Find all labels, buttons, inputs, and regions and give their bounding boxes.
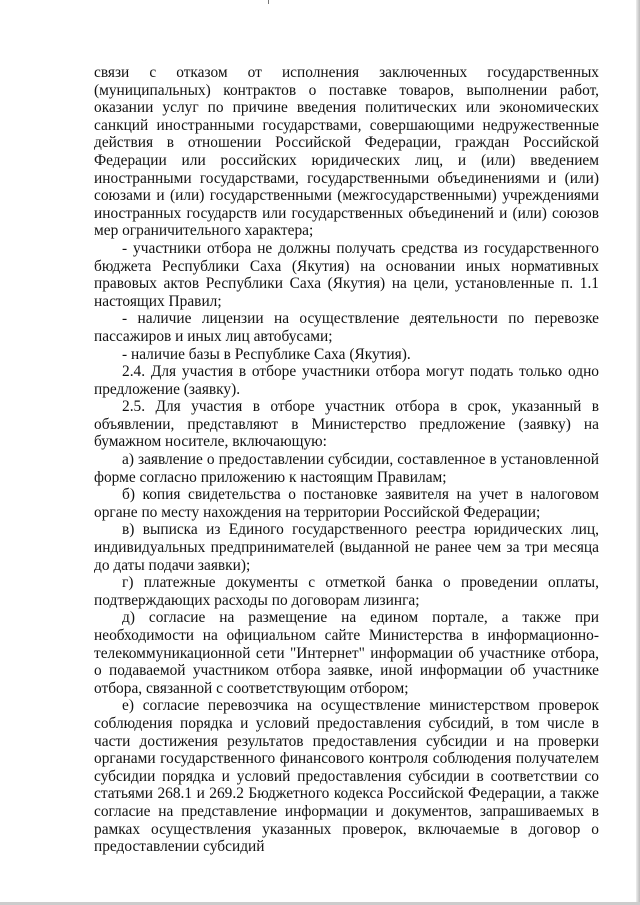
- list-item-e: е) согласие перевозчика на осуществление министерством проверок соблюдения порядка и условий предоставления субсидий, в том числе в части достижения результатов предоставления субсидии и на проверки органами государственного финансового контроля соблюдения получателем субсидии порядка и условий предоставления субсидии в соответствии со статьями 268.1 и 269.2 Бюджетного кодекса Российской Федерации, а также согласие на представление информации и документов, запрашиваемых в рамках осуществления указанных проверок, включаемые в договор о предоставлении субсидий: [94, 697, 599, 856]
- paragraph-2-5: 2.5. Для участия в отборе участник отбора в срок, указанный в объявлении, представляют в Министерство предложение (заявку) на бумажном носителе, включающую:: [94, 398, 599, 451]
- list-item-b: б) копия свидетельства о постановке заявителя на учет в налоговом органе по месту нахождения на территории Российской Федерации;: [94, 486, 599, 521]
- document-body: [94, 64, 599, 856]
- paragraph-2-4: 2.4. Для участия в отборе участники отбора могут подать только одно предложение (заявку).: [94, 363, 599, 398]
- list-item-d: д) согласие на размещение на едином портале, а также при необходимости на официальном сайте Министерства в информационно-телекоммуникационной сети "Интернет" информации об участнике отбора, о подаваемой участником отбора заявке, иной информации об участнике отбора, связанной с соответствующим отбором;: [94, 609, 599, 697]
- list-item-g: г) платежные документы с отметкой банка о проведении оплаты, подтверждающих расходы по договорам лизинга;: [94, 574, 599, 609]
- paragraph-license-requirement: - наличие лицензии на осуществление деятельности по перевозке пассажиров и иных лиц автобусами;: [94, 310, 599, 345]
- list-item-a: а) заявление о предоставлении субсидии, составленное в установленной форме согласно приложению к настоящим Правилам;: [94, 451, 599, 486]
- paragraph-base-requirement: - наличие базы в Республике Саха (Якутия).: [122, 345, 411, 363]
- paragraph-sanctions-continuation: связи с отказом от исполнения заключенных государственных (муниципальных) контрактов о поставке товаров, выполнении работ, оказании услуг по причине введения политических или экономических санкций иностранными государствами, совершающими недружественные действия в отношении Российской Федерации, граждан Российской Федерации или российских юридических лиц, и (или) введением иностранными государствами, государственными объединениями и (или) союзами и (или) государственными (межгосударственными) учреждениями иностранных государств или государственных объединений и (или) союзов мер ограничительного характера;: [94, 64, 599, 240]
- paragraph-budget-requirement: - участники отбора не должны получать средства из государственного бюджета Республики Саха (Якутия) на основании иных нормативных правовых актов Республики Саха (Якутия) на цели, установленные п. 1.1 настоящих Правил;: [94, 239, 599, 310]
- scan-mark: [268, 0, 269, 4]
- page-edge-shadow: [636, 0, 640, 905]
- list-item-v: в) выписка из Единого государственного реестра юридических лиц, индивидуальных предпринимателей (выданной не ранее чем за три месяца до даты подачи заявки);: [94, 521, 599, 574]
